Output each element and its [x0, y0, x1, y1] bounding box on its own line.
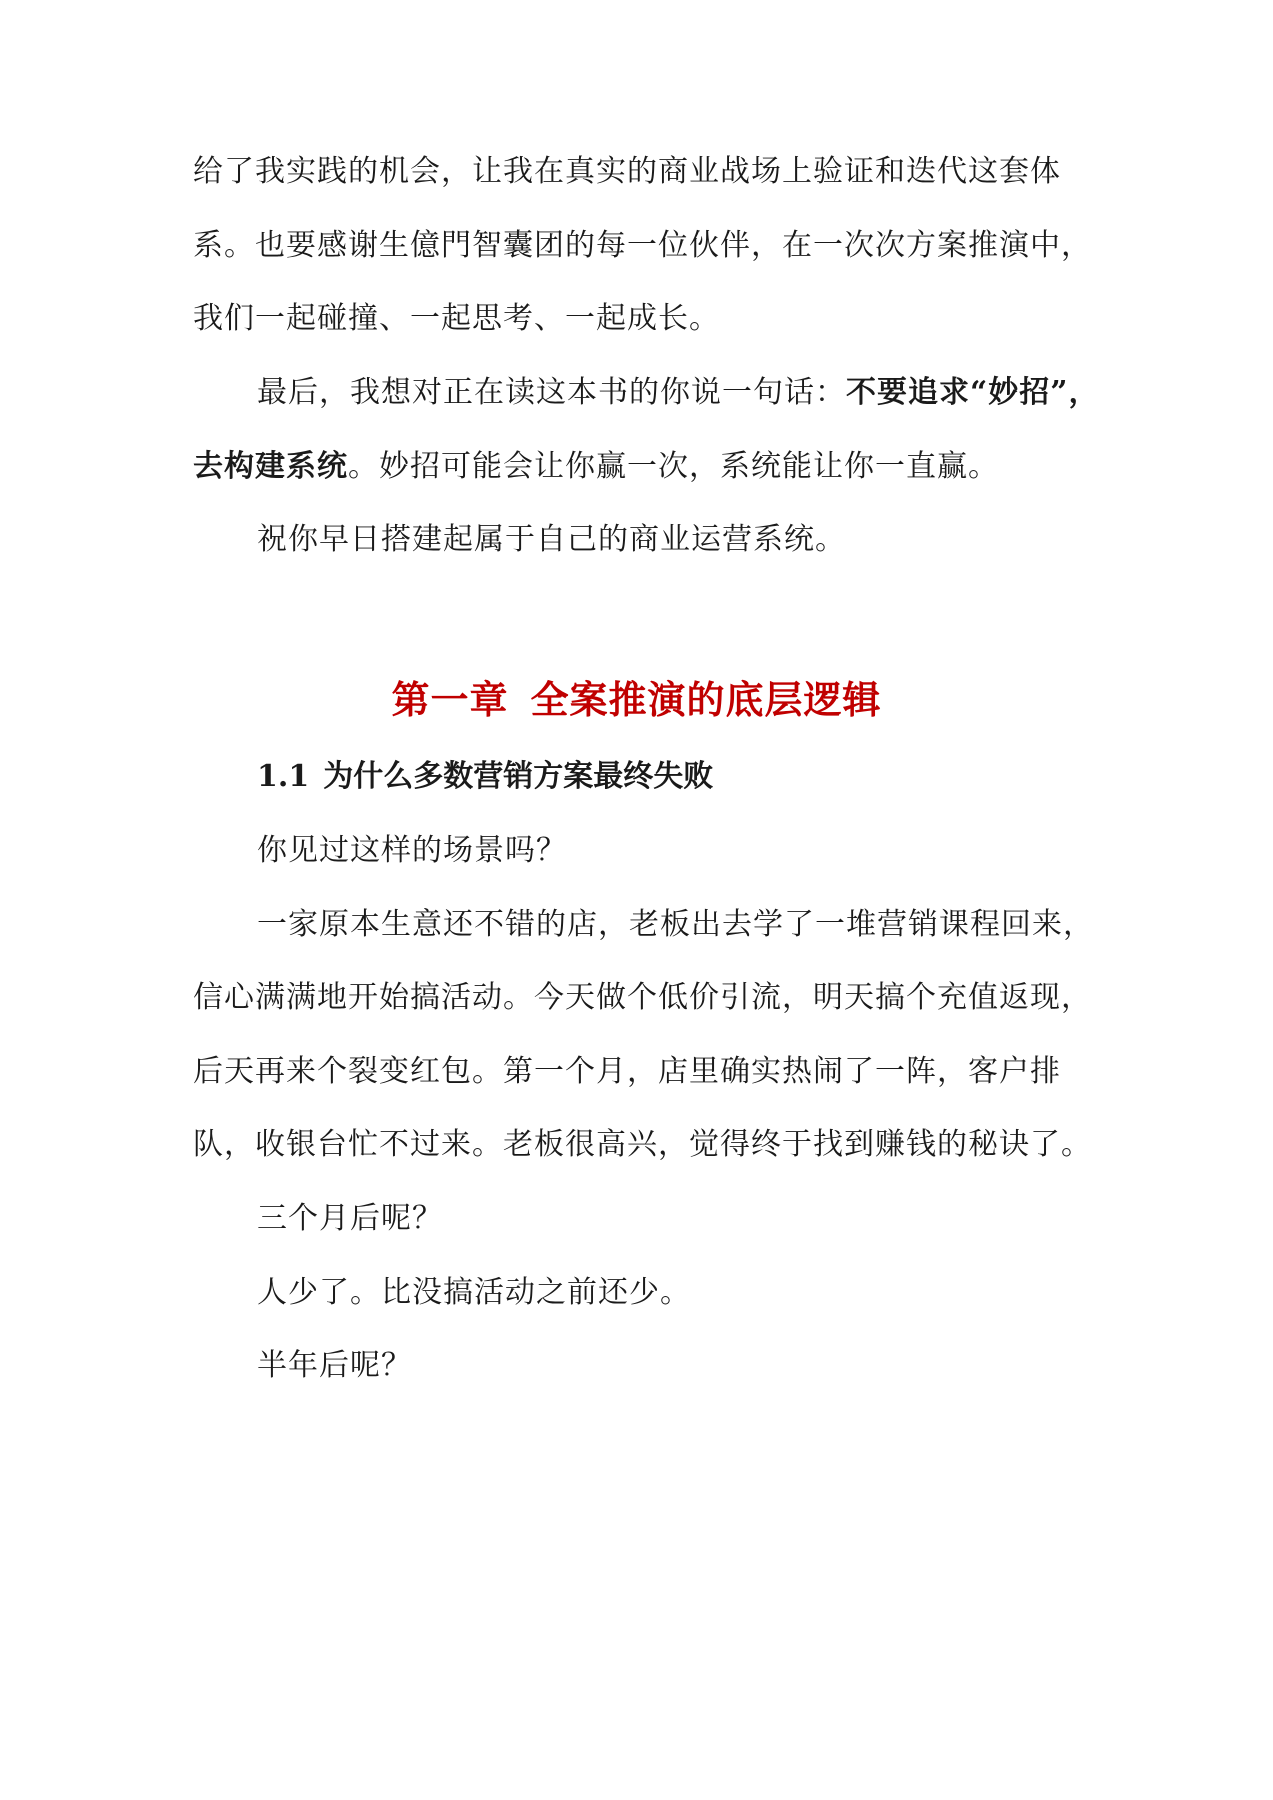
- paragraph-text: 。妙招可能会让你赢一次，系统能让你一直赢。: [348, 449, 999, 484]
- paragraph-line: 一家原本生意还不错的店，老板出去学了一堆营销课程回来，: [257, 907, 1094, 942]
- paragraph-line: 三个月后呢？: [257, 1201, 443, 1236]
- section-number: 1.1: [257, 759, 310, 794]
- paragraph-line: 信心满满地开始搞活动。今天做个低价引流，明天搞个充值返现，: [193, 980, 1092, 1015]
- paragraph-line: 队，收银台忙不过来。老板很高兴，觉得终于找到赚钱的秘诀了。: [193, 1127, 1092, 1162]
- emphasis-text: 不要追求“妙招”，: [846, 375, 1100, 410]
- paragraph-line: 给了我实践的机会，让我在真实的商业战场上验证和迭代这套体: [193, 154, 1061, 189]
- paragraph-line: 人少了。比没搞活动之前还少。: [257, 1275, 691, 1310]
- paragraph-line: 我们一起碰撞、一起思考、一起成长。: [193, 301, 720, 336]
- paragraph-line: [193, 447, 1093, 487]
- paragraph-line: 后天再来个裂变红包。第一个月，店里确实热闹了一阵，客户排: [193, 1054, 1061, 1089]
- section-heading: [257, 757, 713, 797]
- chapter-label: 第一章: [391, 677, 509, 722]
- emphasis-text: 去构建系统: [193, 449, 348, 484]
- paragraph-line: 系。也要感谢生億門智囊团的每一位伙伴，在一次次方案推演中，: [193, 228, 1092, 263]
- paragraph-line: 祝你早日搭建起属于自己的商业运营系统。: [257, 522, 846, 557]
- paragraph-line: [257, 373, 1157, 413]
- chapter-title: 全案推演的底层逻辑: [530, 677, 882, 722]
- chapter-heading: [0, 676, 1273, 724]
- paragraph-text: 最后，我想对正在读这本书的你说一句话：: [257, 375, 846, 410]
- paragraph-line: 你见过这样的场景吗？: [257, 833, 567, 868]
- section-title: 为什么多数营销方案最终失败: [323, 759, 714, 794]
- paragraph-line: 半年后呢？: [257, 1348, 412, 1383]
